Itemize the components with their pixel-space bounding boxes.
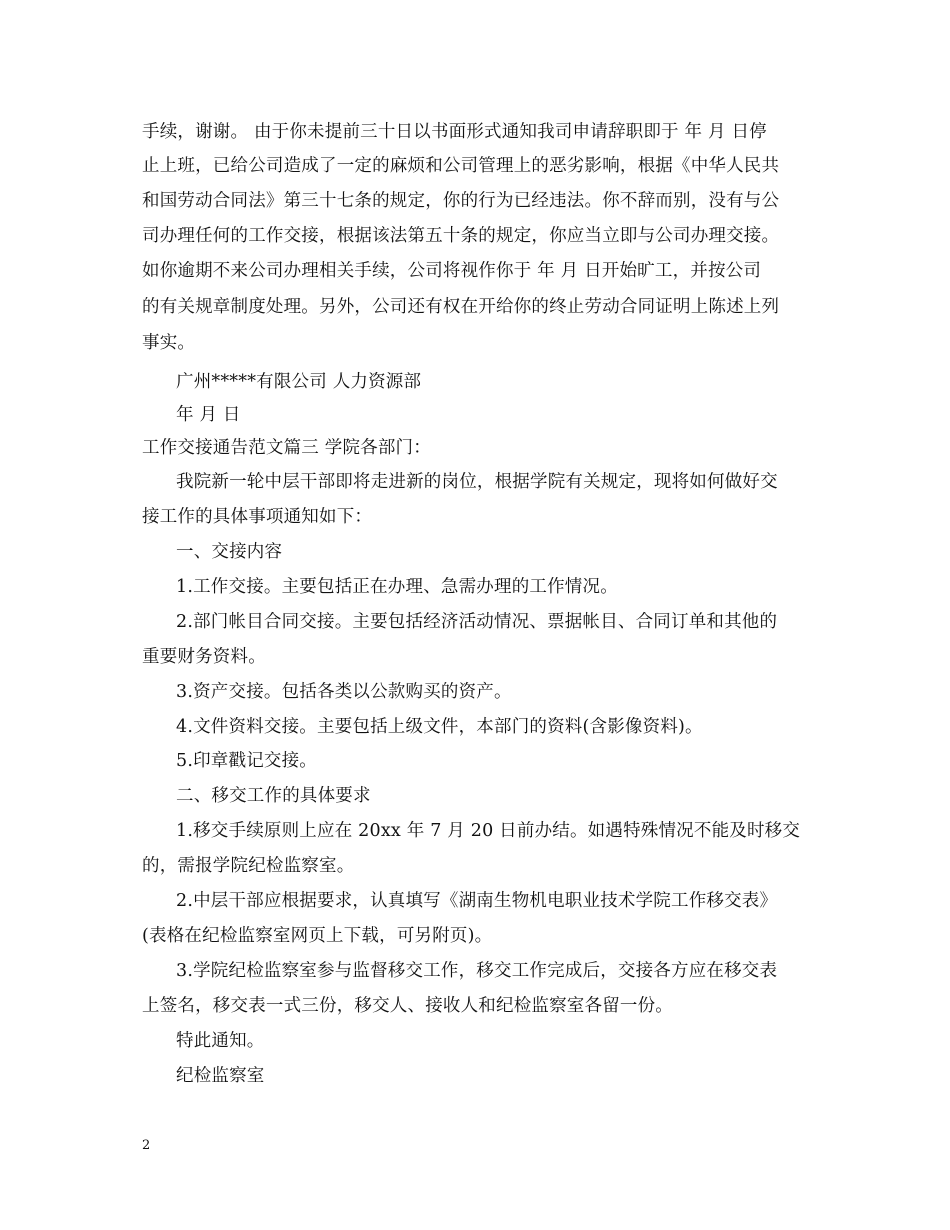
page-number: 2 (142, 1138, 151, 1153)
signature-date: 年 月 日 (176, 405, 241, 425)
section-subheading: 一、交接内容 (176, 542, 283, 562)
list-item: 2.部门帐目合同交接。主要包括经济活动情况、票据帐目、合同订单和其他的 (176, 612, 778, 632)
signature-company: 广州*****有限公司 人力资源部 (176, 372, 422, 392)
list-item: 1.移交手续原则上应在 20xx 年 7 月 20 日前办结。如遇特殊情况不能及时移交 (176, 821, 801, 841)
list-item: 2.中层干部应根据要求，认真填写《湖南生物机电职业技术学院工作移交表》 (176, 891, 778, 911)
body-line: 的有关规章制度处理。另外，公司还有权在开给你的终止劳动合同证明上陈述上列 (142, 297, 780, 317)
body-line: 和国劳动合同法》第三十七条的规定，你的行为已经违法。你不辞而别，没有与公 (142, 191, 780, 211)
list-item: 4.文件资料交接。主要包括上级文件，本部门的资料(含影像资料)。 (176, 717, 703, 737)
section-subheading: 二、移交工作的具体要求 (176, 786, 371, 806)
section-heading: 工作交接通告范文篇三 学院各部门： (142, 438, 431, 458)
body-line: 事实。 (142, 333, 196, 353)
closing-notice: 特此通知。 (176, 1031, 265, 1051)
list-item: 3.资产交接。包括各类以公款购买的资产。 (176, 682, 512, 702)
list-item-continuation: (表格在纪检监察室网页上下载，可另附页)。 (142, 926, 493, 946)
list-item: 1.工作交接。主要包括正在办理、急需办理的工作情况。 (176, 577, 618, 597)
list-item-continuation: 重要财务资料。 (142, 647, 266, 667)
signature-department: 纪检监察室 (176, 1066, 265, 1086)
body-line: 我院新一轮中层干部即将走进新的岗位，根据学院有关规定，现将如何做好交 (176, 472, 778, 492)
body-line: 止上班，已给公司造成了一定的麻烦和公司管理上的恶劣影响，根据《中华人民共 (142, 156, 780, 176)
body-line: 司办理任何的工作交接，根据该法第五十条的规定，你应当立即与公司办理交接。 (142, 226, 780, 246)
list-item-continuation: 上签名，移交表一式三份，移交人、接收人和纪检监察室各留一份。 (142, 996, 673, 1016)
list-item: 5.印章戳记交接。 (176, 751, 317, 771)
body-line: 如你逾期不来公司办理相关手续，公司将视作你于 年 月 日开始旷工，并按公司 (142, 261, 762, 281)
body-line: 手续，谢谢。 由于你未提前三十日以书面形式通知我司申请辞职即于 年 月 日停 (142, 122, 767, 142)
body-line: 接工作的具体事项通知如下： (142, 507, 373, 527)
list-item: 3.学院纪检监察室参与监督移交工作，移交工作完成后，交接各方应在移交表 (176, 961, 778, 981)
list-item-continuation: 的，需报学院纪检监察室。 (142, 856, 355, 876)
